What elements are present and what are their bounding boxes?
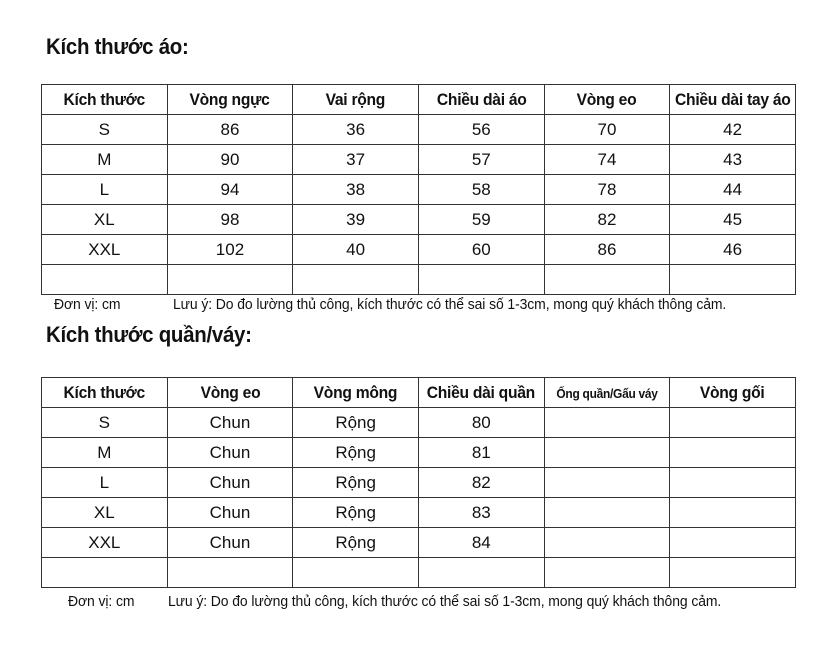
table-row [42, 468, 796, 498]
table-cell: 78 [544, 175, 670, 205]
table-cell: 46 [670, 235, 796, 265]
table-cell: 80 [418, 408, 544, 438]
table-cell: Rộng [293, 498, 419, 528]
table-cell: 40 [293, 235, 419, 265]
shirt-size-title: Kích thước áo: [46, 34, 189, 59]
table-cell: 44 [670, 175, 796, 205]
header-cell: Vòng mông [293, 378, 419, 408]
table-cell: Chun [167, 438, 293, 468]
table-cell: 37 [293, 145, 419, 175]
table-cell [544, 408, 670, 438]
table-row-empty [42, 558, 796, 588]
table-cell: 60 [418, 235, 544, 265]
table-cell: 70 [544, 115, 670, 145]
pants-size-title: Kích thước quần/váy: [46, 322, 252, 347]
table-row [42, 175, 796, 205]
table-cell: XXL [42, 235, 168, 265]
table-cell: 94 [167, 175, 293, 205]
table-cell: S [42, 115, 168, 145]
table-row [42, 528, 796, 558]
table-cell [670, 468, 796, 498]
disclaimer-note: Lưu ý: Do đo lường thủ công, kích thước có thể sai số 1-3cm, mong quý khách thông cảm. [168, 593, 722, 610]
table-cell: Chun [167, 468, 293, 498]
table-cell: XL [42, 498, 168, 528]
table-cell: L [42, 468, 168, 498]
table-row [42, 498, 796, 528]
table-cell [293, 265, 419, 295]
table-cell [670, 408, 796, 438]
unit-note: Đơn vị: cm [68, 593, 135, 610]
table-cell: 74 [544, 145, 670, 175]
table-cell [167, 558, 293, 588]
table-cell [544, 438, 670, 468]
header-cell: Kích thước [42, 85, 168, 115]
header-cell: Chiều dài tay áo [670, 85, 796, 115]
header-cell: Vòng eo [544, 85, 670, 115]
header-cell: Kích thước [42, 378, 168, 408]
table-cell [544, 498, 670, 528]
table-cell: Chun [167, 408, 293, 438]
table-cell: S [42, 408, 168, 438]
table-cell: 81 [418, 438, 544, 468]
table-row [42, 145, 796, 175]
table-cell: Rộng [293, 408, 419, 438]
table-cell [670, 528, 796, 558]
table-cell [670, 265, 796, 295]
table-cell [670, 498, 796, 528]
table-cell: 42 [670, 115, 796, 145]
table-row [42, 438, 796, 468]
table-cell: 82 [418, 468, 544, 498]
disclaimer-note: Lưu ý: Do đo lường thủ công, kích thước có thể sai số 1-3cm, mong quý khách thông cảm. [173, 296, 727, 313]
table-cell: Chun [167, 498, 293, 528]
header-cell: Vòng eo [167, 378, 293, 408]
header-cell: Vòng gối [670, 378, 796, 408]
table-cell: 59 [418, 205, 544, 235]
unit-note: Đơn vị: cm [54, 296, 121, 313]
table-cell [544, 528, 670, 558]
table-row-empty [42, 265, 796, 295]
table-cell: 38 [293, 175, 419, 205]
table-cell [670, 558, 796, 588]
table-cell [42, 265, 168, 295]
table-cell: 39 [293, 205, 419, 235]
table-cell [544, 265, 670, 295]
table-row [42, 115, 796, 145]
table-cell [293, 558, 419, 588]
table-cell [544, 558, 670, 588]
table-cell [167, 265, 293, 295]
table-header-row [42, 378, 796, 408]
table-cell: Chun [167, 528, 293, 558]
table-header-row [42, 85, 796, 115]
header-cell: Vòng ngực [167, 85, 293, 115]
table-cell: 57 [418, 145, 544, 175]
header-cell: Chiều dài áo [418, 85, 544, 115]
table-cell: Rộng [293, 438, 419, 468]
header-cell: Ống quần/Gấu váy [544, 378, 670, 408]
header-cell: Chiều dài quần [418, 378, 544, 408]
table-row [42, 205, 796, 235]
table-cell: 84 [418, 528, 544, 558]
table-cell [42, 558, 168, 588]
table-row [42, 408, 796, 438]
table-cell [418, 265, 544, 295]
table-cell: 90 [167, 145, 293, 175]
table-cell: 36 [293, 115, 419, 145]
table-cell: 43 [670, 145, 796, 175]
table-cell: 82 [544, 205, 670, 235]
table-cell: 98 [167, 205, 293, 235]
table-cell: Rộng [293, 528, 419, 558]
table-cell: 45 [670, 205, 796, 235]
table-cell: M [42, 438, 168, 468]
table-row [42, 235, 796, 265]
shirt-size-table [41, 84, 796, 295]
pants-size-table [41, 377, 796, 588]
table-cell: 58 [418, 175, 544, 205]
table-cell: 86 [167, 115, 293, 145]
table-cell: 56 [418, 115, 544, 145]
table-cell: 83 [418, 498, 544, 528]
table-cell [418, 558, 544, 588]
table-cell: Rộng [293, 468, 419, 498]
table-cell: M [42, 145, 168, 175]
table-cell: 86 [544, 235, 670, 265]
table-cell: 102 [167, 235, 293, 265]
table-cell: XXL [42, 528, 168, 558]
table-cell: L [42, 175, 168, 205]
table-cell [544, 468, 670, 498]
table-cell [670, 438, 796, 468]
header-cell: Vai rộng [293, 85, 419, 115]
table-cell: XL [42, 205, 168, 235]
